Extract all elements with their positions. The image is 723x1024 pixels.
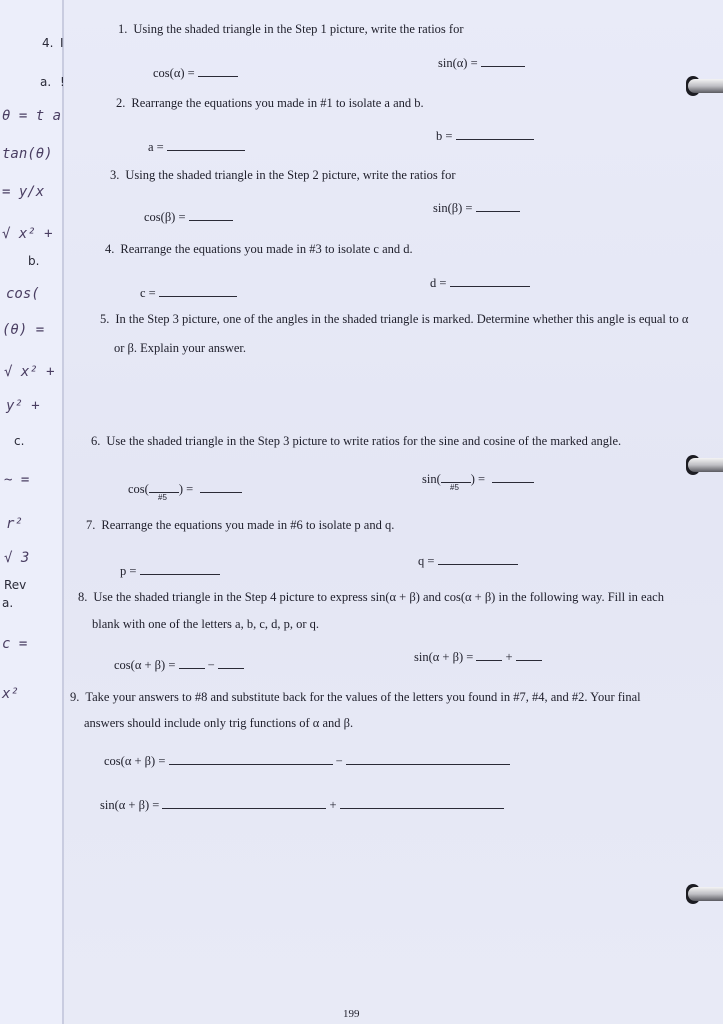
sin-marked-end: ) = [470, 472, 486, 486]
margin-a2: a. [2, 596, 14, 610]
sin-sum-blank-2[interactable] [516, 648, 542, 661]
cos-angle-hint: #5 [158, 493, 167, 502]
cos-sum-final-blank-2[interactable] [346, 752, 510, 765]
question-number: 6. [91, 434, 101, 448]
sin-alpha-row [438, 54, 525, 71]
cos-marked-blank[interactable] [200, 480, 242, 493]
question-text: Take your answers to #8 and substitute back for the values of the letters you found in #7, #4, and #2. Your final [85, 690, 641, 704]
cos-beta-row [144, 208, 233, 225]
sin-alpha-blank[interactable] [481, 54, 525, 67]
b-blank[interactable] [456, 127, 534, 140]
page-number: 199 [343, 1008, 360, 1020]
cos-alpha-blank[interactable] [198, 64, 238, 77]
cos-alpha-row [153, 64, 238, 81]
question-8-continued [92, 617, 319, 632]
cos-sum-blank-2[interactable] [218, 656, 244, 669]
question-5 [100, 312, 688, 327]
sin-beta-label: sin(β) = [433, 201, 473, 215]
margin-y2: y² + [6, 398, 40, 414]
q-row [418, 552, 518, 569]
margin-number: 4. [42, 36, 54, 50]
margin-bar: I [60, 36, 64, 50]
binder-ring [688, 887, 723, 901]
question-text: Using the shaded triangle in the Step 2 picture, write the ratios for [125, 168, 456, 182]
d-blank[interactable] [450, 274, 530, 287]
question-text-cont: answers should include only trig functions of α and β. [84, 716, 354, 730]
margin-excl: ! [60, 75, 65, 89]
c-blank[interactable] [159, 284, 237, 297]
margin-a-label: a. [40, 75, 52, 89]
question-text: Using the shaded triangle in the Step 1 picture, write the ratios for [133, 22, 464, 36]
p-blank[interactable] [140, 562, 220, 575]
question-3 [110, 168, 456, 183]
sin-sum-blank-1[interactable] [476, 648, 502, 661]
question-1 [118, 22, 464, 37]
c-row [140, 284, 237, 301]
p-row [120, 562, 220, 579]
cos-marked-row [128, 480, 242, 497]
cos-marked-end: ) = [178, 482, 194, 496]
cos-sum-label: cos(α + β) = [114, 658, 176, 672]
question-8 [78, 590, 664, 605]
plus-sign: + [505, 650, 513, 664]
minus-sign: − [207, 658, 215, 672]
margin-ratio: = y/x [2, 184, 45, 200]
margin-c-label: c. [14, 434, 25, 448]
sin-sum-row-9 [100, 796, 504, 813]
margin-cos: cos( [6, 286, 40, 302]
margin-c2: c = [2, 636, 28, 652]
sin-sum-final-blank-1[interactable] [162, 796, 326, 809]
b-label: b = [436, 129, 453, 143]
sin-marked-blank[interactable] [492, 470, 534, 483]
cos-beta-label: cos(β) = [144, 210, 186, 224]
margin-dots: ~ = [4, 472, 30, 488]
question-text: In the Step 3 picture, one of the angles in the shaded triangle is marked. Determine whether this angle is equal to α [115, 312, 689, 326]
margin-sqrt: √ x² + [2, 226, 53, 242]
d-label: d = [430, 276, 447, 290]
sin-beta-row [433, 199, 520, 216]
question-number: 2. [116, 96, 126, 110]
sin-marked-row [422, 470, 534, 487]
page-edge [62, 0, 64, 1024]
cos-angle-blank[interactable] [149, 480, 179, 493]
sin-alpha-label: sin(α) = [438, 56, 478, 70]
sin-sum-label: sin(α + β) = [414, 650, 474, 664]
question-2 [116, 96, 424, 111]
cos-alpha-label: cos(α) = [153, 66, 195, 80]
cos-sum-row-8 [114, 656, 244, 673]
margin-b-label: b. [28, 254, 40, 268]
question-9 [70, 690, 641, 705]
q-label: q = [418, 554, 435, 568]
sin-sum-label: sin(α + β) = [100, 798, 160, 812]
cos-sum-blank-1[interactable] [179, 656, 205, 669]
cos-sum-final-blank-1[interactable] [169, 752, 333, 765]
sin-angle-blank[interactable] [441, 470, 471, 483]
a-blank[interactable] [167, 138, 245, 151]
margin-sqrt2: √ x² + [4, 364, 55, 380]
a-label: a = [148, 140, 164, 154]
sin-beta-blank[interactable] [476, 199, 520, 212]
question-text: Use the shaded triangle in the Step 3 picture to write ratios for the sine and cosine of the marked angle. [106, 434, 622, 448]
margin-x2: x² [2, 686, 19, 702]
b-row [436, 127, 534, 144]
question-number: 1. [118, 22, 128, 36]
sin-angle-hint: #5 [450, 483, 459, 492]
plus-sign: + [329, 798, 337, 812]
cos-marked-label: cos( [128, 482, 149, 496]
question-text: Rearrange the equations you made in #3 to isolate c and d. [120, 242, 413, 256]
question-6 [91, 434, 621, 449]
cos-sum-row-9 [104, 752, 510, 769]
question-4 [105, 242, 413, 257]
question-number: 7. [86, 518, 96, 532]
cos-sum-label: cos(α + β) = [104, 754, 166, 768]
margin-rev: Rev [4, 578, 27, 592]
binder-ring [688, 458, 723, 472]
question-number: 4. [105, 242, 115, 256]
q-blank[interactable] [438, 552, 518, 565]
margin-theta2: (θ) = [2, 322, 45, 338]
d-row [430, 274, 530, 291]
minus-sign: − [335, 754, 343, 768]
question-9-continued [84, 716, 353, 731]
margin-theta: θ = t a [2, 108, 62, 124]
c-label: c = [140, 286, 156, 300]
sin-sum-row-8 [414, 648, 542, 665]
question-5-continued [114, 341, 246, 356]
question-text: Rearrange the equations you made in #6 to isolate p and q. [101, 518, 395, 532]
question-text: Rearrange the equations you made in #1 to isolate a and b. [131, 96, 424, 110]
question-text-cont: blank with one of the letters a, b, c, d, p, or q. [92, 617, 320, 631]
margin-tan: tan(θ) [2, 146, 53, 162]
margin-r2: r² [6, 516, 23, 532]
sin-sum-final-blank-2[interactable] [340, 796, 504, 809]
sin-marked-label: sin( [422, 472, 441, 486]
question-number: 5. [100, 312, 110, 326]
p-label: p = [120, 564, 137, 578]
question-text: Use the shaded triangle in the Step 4 picture to express sin(α + β) and cos(α + β) in the following way. Fill in each [93, 590, 664, 604]
question-text-cont: or β. Explain your answer. [114, 341, 247, 355]
cos-beta-blank[interactable] [189, 208, 233, 221]
a-row [148, 138, 245, 155]
question-number: 3. [110, 168, 120, 182]
question-7 [86, 518, 394, 533]
question-number: 8. [78, 590, 88, 604]
question-number: 9. [70, 690, 80, 704]
margin-sqrt3: √ 3 [4, 550, 30, 566]
binder-ring [688, 79, 723, 93]
